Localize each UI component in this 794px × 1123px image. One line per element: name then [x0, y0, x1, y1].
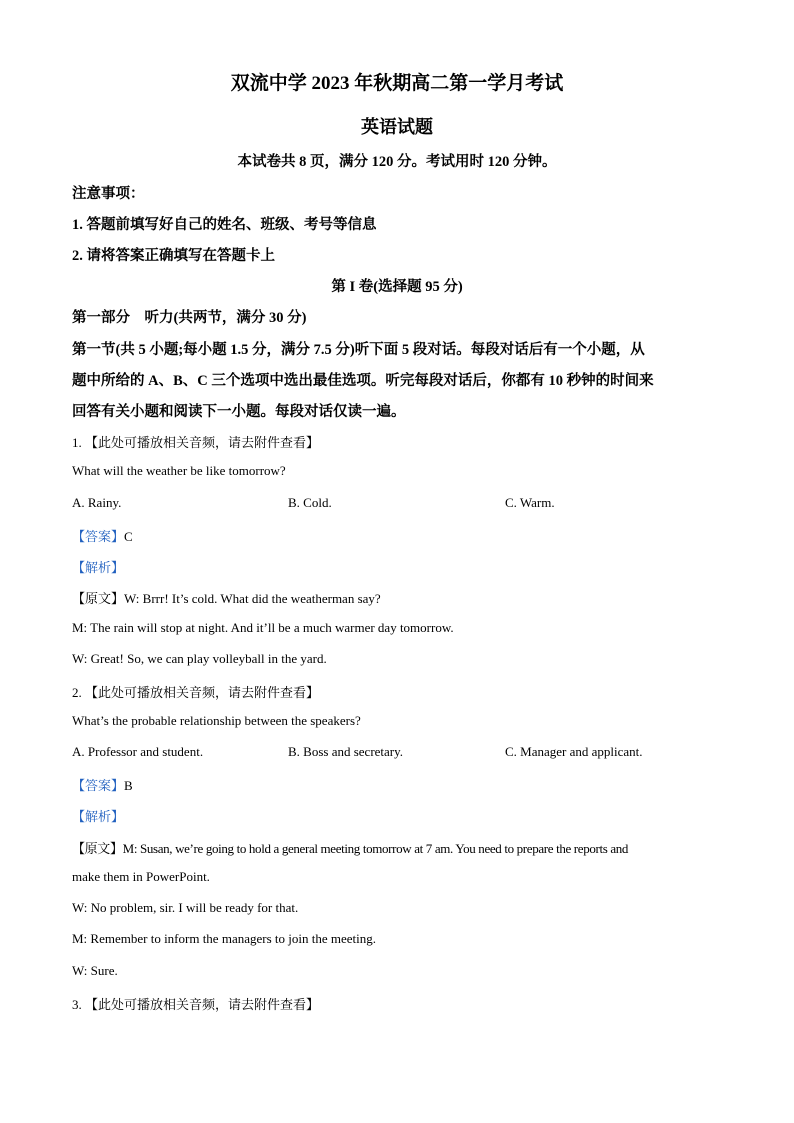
transcript-text: W: Brrr! It’s cold. What did the weatherman say? [124, 591, 381, 606]
question-1-transcript-1 [72, 588, 381, 607]
question-2-option-a: A. Professor and student. [72, 744, 204, 759]
original-tag: 【原文】 [72, 841, 123, 856]
question-2-number: 2. 【此处可播放相关音频，请去附件查看】 [72, 685, 320, 700]
question-1-option-a: A. Rainy. [72, 495, 122, 510]
question-2-transcript-1-cont: make them in PowerPoint. [72, 869, 210, 884]
exam-info: 本试卷共 8 页，满分 120 分。考试用时 120 分钟。 [237, 154, 557, 170]
question-1-option-c: C. Warm. [505, 495, 555, 510]
volume-heading: 第 I 卷(选择题 95 分) [331, 279, 463, 295]
instructions-line-3: 回答有关小题和阅读下一小题。每段对话仅读一遍。 [72, 404, 406, 420]
notice-heading: 注意事项： [72, 186, 145, 202]
part-heading: 第一部分 听力(共两节，满分 30 分) [72, 310, 307, 326]
question-2-transcript-1 [72, 838, 628, 857]
question-1-answer [72, 526, 133, 545]
answer-tag: 【答案】 [72, 778, 125, 793]
question-1-transcript-2: M: The rain will stop at night. And it’ll be a much warmer day tomorrow. [72, 620, 454, 635]
question-2-option-b: B. Boss and secretary. [288, 744, 404, 759]
instructions-line-2: 题中所给的 A、B、C 三个选项中选出最佳选项。听完每段对话后，你都有 10 秒钟的时间来 [72, 373, 654, 389]
answer-value: C [124, 529, 133, 544]
answer-tag: 【答案】 [72, 529, 125, 544]
original-tag: 【原文】 [72, 591, 125, 606]
notice-item-1: 1. 答题前填写好自己的姓名、班级、考号等信息 [72, 217, 377, 233]
notice-item-2: 2. 请将答案正确填写在答题卡上 [72, 248, 275, 264]
exam-subtitle: 英语试题 [361, 117, 433, 137]
question-2-stem: What’s the probable relationship between the speakers? [72, 713, 361, 728]
question-2-answer [72, 775, 133, 794]
question-1-option-b: B. Cold. [288, 495, 332, 510]
question-2-option-c: C. Manager and applicant. [505, 744, 643, 759]
question-2-transcript-4: W: Sure. [72, 963, 118, 978]
question-2-transcript-3: M: Remember to inform the managers to join the meeting. [72, 931, 376, 946]
transcript-text: M: Susan, we’re going to hold a general meeting tomorrow at 7 am. You need to prepare the reports and [122, 841, 629, 856]
question-1-stem: What will the weather be like tomorrow? [72, 463, 286, 478]
question-3-number: 3. 【此处可播放相关音频，请去附件查看】 [72, 997, 320, 1012]
answer-value: B [124, 778, 133, 793]
question-1-analysis-tag: 【解析】 [72, 560, 125, 575]
question-2-analysis-tag: 【解析】 [72, 809, 125, 824]
instructions-line-1: 第一节(共 5 小题;每小题 1.5 分，满分 7.5 分)听下面 5 段对话。每段对话后有一个小题，从 [72, 342, 645, 358]
exam-title: 双流中学 2023 年秋期高二第一学月考试 [230, 73, 564, 94]
question-1-transcript-3: W: Great! So, we can play volleyball in the yard. [72, 651, 327, 666]
question-1-number: 1. 【此处可播放相关音频，请去附件查看】 [72, 435, 320, 450]
question-2-transcript-2: W: No problem, sir. I will be ready for that. [72, 900, 299, 915]
